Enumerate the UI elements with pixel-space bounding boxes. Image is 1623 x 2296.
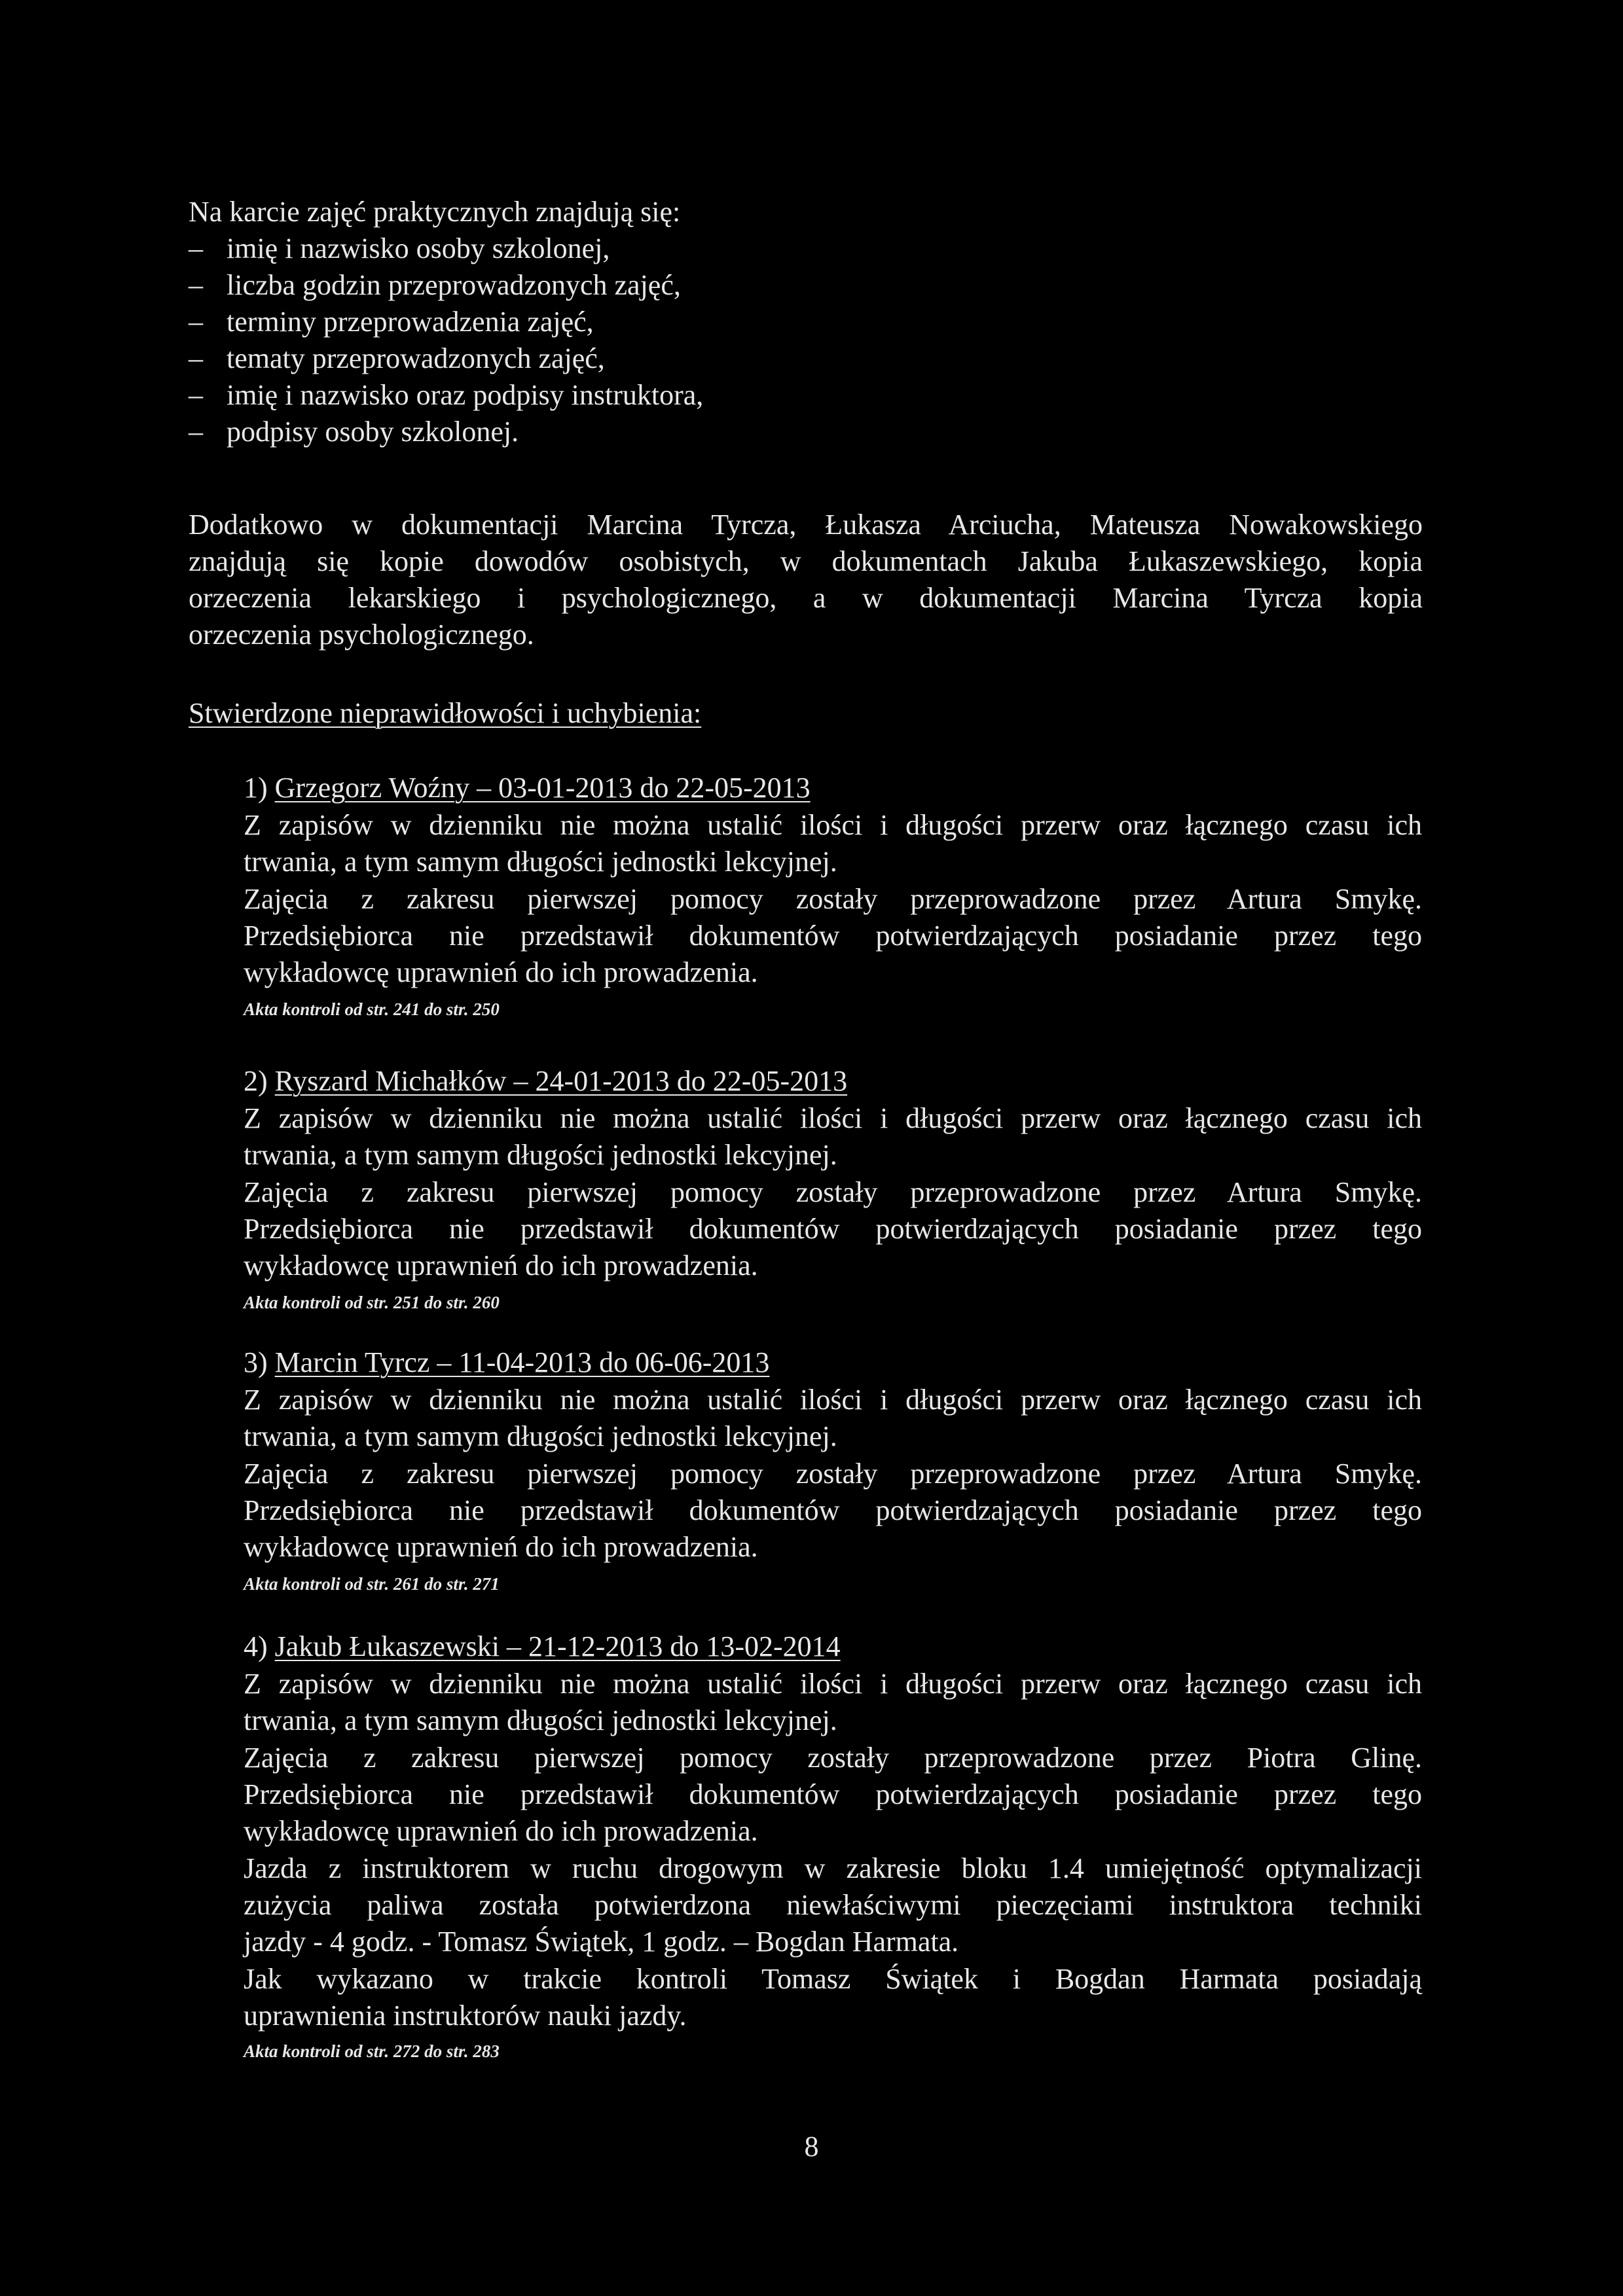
intro-list-item [189,267,681,304]
finding-line: trwania, a tym samym długości jednostki lekcyjnej. [244,1704,837,1736]
finding-title [244,1344,769,1381]
finding-title-text: Grzegorz Woźny – 03-01-2013 do 22-05-2013 [274,772,811,804]
finding-line: uprawnienia instruktorów nauki jazdy. [244,2000,687,2032]
file-reference: Akta kontroli od str. 272 do str. 283 [244,2041,500,2061]
findings-heading: Stwierdzone nieprawidłowości i uchybienia: [189,697,702,729]
finding-title [244,1628,841,1665]
finding-line: Jak wykazano w trakcie kontroli Tomasz Świątek i Bogdan Harmata posiadają [244,1963,1422,1995]
intro-list-item [189,304,594,340]
dash-bullet: – [189,342,203,374]
intro-list-item [189,230,610,267]
intro-item-text: tematy przeprowadzonych zajęć, [227,342,605,374]
intro-list-item [189,340,605,377]
finding-line: Z zapisów w dzienniku nie można ustalić ilości i długości przerw oraz łącznego czasu ich [244,1384,1422,1416]
dash-bullet: – [189,306,203,338]
page-number: 8 [804,2130,819,2162]
additional-paragraph-line: znajdują się kopie dowodów osobistych, w dokumentach Jakuba Łukaszewskiego, kopia [189,545,1423,577]
finding-line: Zajęcia z zakresu pierwszej pomocy zostały przeprowadzone przez Piotra Glinę. [244,1742,1422,1774]
finding-line: trwania, a tym samym długości jednostki lekcyjnej. [244,846,837,878]
additional-paragraph-line: Dodatkowo w dokumentacji Marcina Tyrcza, Łukasza Arciucha, Mateusza Nowakowskiego [189,509,1423,541]
finding-line: Przedsiębiorca nie przedstawił dokumentów potwierdzających posiadanie przez tego [244,920,1422,952]
finding-line: Przedsiębiorca nie przedstawił dokumentów potwierdzających posiadanie przez tego [244,1494,1422,1526]
intro-item-text: imię i nazwisko oraz podpisy instruktora, [227,379,704,411]
intro-item-text: imię i nazwisko osoby szkolonej, [227,232,610,264]
finding-title [244,770,811,806]
file-reference: Akta kontroli od str. 241 do str. 250 [244,999,500,1019]
finding-line: Zajęcia z zakresu pierwszej pomocy zostały przeprowadzone przez Artura Smykę. [244,883,1422,915]
dash-bullet: – [189,416,203,448]
finding-line: Przedsiębiorca nie przedstawił dokumentów potwierdzających posiadanie przez tego [244,1213,1422,1245]
intro-item-text: liczba godzin przeprowadzonych zajęć, [227,269,681,301]
finding-line: zużycia paliwa została potwierdzona niewłaściwymi pieczęciami instruktora techniki [244,1889,1422,1921]
finding-number: 3) [244,1346,268,1378]
finding-title-text: Marcin Tyrcz – 11-04-2013 do 06-06-2013 [274,1346,770,1378]
file-reference: Akta kontroli od str. 251 do str. 260 [244,1293,500,1312]
finding-number: 1) [244,772,268,804]
finding-line: Z zapisów w dzienniku nie można ustalić ilości i długości przerw oraz łącznego czasu ich [244,1102,1422,1134]
dash-bullet: – [189,269,203,301]
finding-line: trwania, a tym samym długości jednostki lekcyjnej. [244,1420,837,1452]
intro-heading: Na karcie zajęć praktycznych znajdują się: [189,196,681,228]
finding-title-text: Ryszard Michałków – 24-01-2013 do 22-05-2013 [274,1065,848,1097]
intro-item-text: podpisy osoby szkolonej. [227,416,519,448]
additional-paragraph-line: orzeczenia psychologicznego. [189,619,534,651]
intro-list-item [189,377,703,414]
additional-paragraph-line: orzeczenia lekarskiego i psychologicznego, a w dokumentacji Marcina Tyrcza kopia [189,582,1423,614]
finding-line: Przedsiębiorca nie przedstawił dokumentów potwierdzających posiadanie przez tego [244,1778,1422,1810]
finding-line: wykładowcę uprawnień do ich prowadzenia. [244,1815,758,1847]
finding-line: trwania, a tym samym długości jednostki lekcyjnej. [244,1139,837,1171]
finding-number: 4) [244,1630,268,1662]
finding-line: Z zapisów w dzienniku nie można ustalić ilości i długości przerw oraz łącznego czasu ich [244,1668,1422,1700]
finding-line: wykładowcę uprawnień do ich prowadzenia. [244,1249,758,1282]
file-reference: Akta kontroli od str. 261 do str. 271 [244,1574,500,1594]
intro-list-item [189,414,519,450]
finding-line: wykładowcę uprawnień do ich prowadzenia. [244,956,758,988]
finding-line: Zajęcia z zakresu pierwszej pomocy zostały przeprowadzone przez Artura Smykę. [244,1176,1422,1208]
intro-item-text: terminy przeprowadzenia zajęć, [227,306,594,338]
dash-bullet: – [189,232,203,264]
finding-title-text: Jakub Łukaszewski – 21-12-2013 do 13-02-2014 [274,1630,841,1662]
finding-line: jazdy - 4 godz. - Tomasz Świątek, 1 godz. – Bogdan Harmata. [244,1926,959,1958]
finding-line: Z zapisów w dzienniku nie można ustalić ilości i długości przerw oraz łącznego czasu ich [244,809,1422,841]
finding-line: Zajęcia z zakresu pierwszej pomocy zostały przeprowadzone przez Artura Smykę. [244,1458,1422,1490]
finding-line: wykładowcę uprawnień do ich prowadzenia. [244,1531,758,1563]
finding-title [244,1063,847,1100]
finding-line: Jazda z instruktorem w ruchu drogowym w zakresie bloku 1.4 umiejętność optymalizacji [244,1852,1422,1884]
dash-bullet: – [189,379,203,411]
finding-number: 2) [244,1065,268,1097]
